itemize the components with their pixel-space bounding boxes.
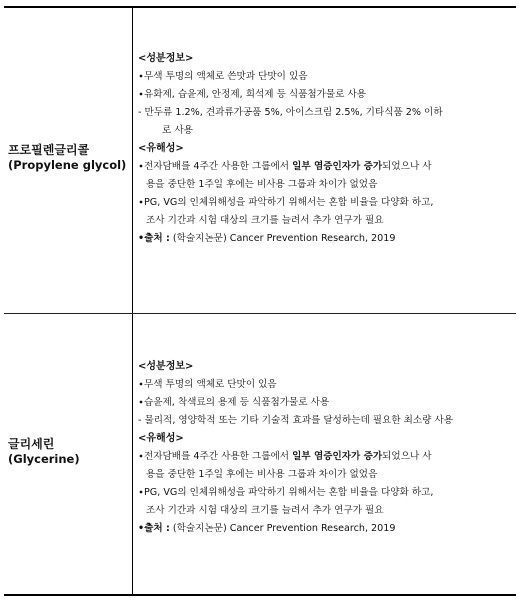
- harm-line: ∙PG, VG의 인체위해성을 파악하기 위해서는 혼합 비율을 다양화 하고,: [138, 487, 434, 498]
- harm-line: [138, 158, 510, 176]
- table-row: [4, 314, 516, 596]
- harm-text: ∙전자담배를 4주간 사용한 그룹에서: [138, 451, 293, 462]
- ingredient-name-korean: 프로필렌글리콜: [8, 143, 90, 157]
- info-line: ∙습윤제, 착색료의 용제 등 식품첨가물로 사용: [138, 397, 330, 408]
- info-line: ∙유화제, 습윤제, 안정제, 희석제 등 식품첨가물로 사용: [138, 89, 367, 100]
- ingredient-table: [4, 6, 516, 596]
- harm-heading: <유해성>: [138, 433, 184, 444]
- ingredient-name-cell: [4, 436, 132, 467]
- source-label: •출처 :: [138, 523, 170, 534]
- ingredient-detail-cell: [138, 50, 510, 248]
- source-text: (학술지논문) Cancer Prevention Research, 2019: [172, 233, 396, 244]
- harm-emphasis: 일부 염증인자가 증가: [292, 451, 383, 462]
- info-line: ∙무색 투명의 액체로 단맛이 있음: [138, 379, 277, 390]
- harm-emphasis: 일부 염증인자가 증가: [292, 161, 383, 172]
- column-divider: [132, 314, 133, 596]
- harm-text: 되었으나 사: [382, 161, 432, 172]
- source-text: (학술지논문) Cancer Prevention Research, 2019: [172, 523, 396, 534]
- info-line: - 물리적, 영양학적 또는 기타 기술적 효과를 달성하는데 필요한 최소량 사용: [138, 415, 454, 426]
- harm-line: 용을 중단한 1주일 후에는 비사용 그룹과 차이가 없었음: [146, 469, 378, 480]
- ingredient-detail-cell: [138, 358, 510, 538]
- harm-text: ∙전자담배를 4주간 사용한 그룹에서: [138, 161, 293, 172]
- info-line: ∙무색 투명의 액체로 쓴맛과 단맛이 있음: [138, 71, 308, 82]
- info-heading: <성분정보>: [138, 53, 194, 64]
- harm-line: 조사 기간과 시험 대상의 크기를 늘려서 추가 연구가 필요: [146, 215, 384, 226]
- table-row: [4, 8, 516, 314]
- ingredient-name-cell: [4, 142, 132, 173]
- ingredient-name-english: (Glycerine): [8, 452, 80, 466]
- info-line: 로 사용: [162, 125, 193, 136]
- harm-line: 조사 기간과 시험 대상의 크기를 늘려서 추가 연구가 필요: [146, 505, 384, 516]
- ingredient-name-korean: 글리세린: [8, 437, 55, 451]
- harm-heading: <유해성>: [138, 143, 184, 154]
- harm-line: 용을 중단한 1주일 후에는 비사용 그룹과 차이가 없었음: [146, 179, 378, 190]
- harm-line: [138, 448, 510, 466]
- harm-line: ∙PG, VG의 인체위해성을 파악하기 위해서는 혼합 비율을 다양화 하고,: [138, 197, 434, 208]
- source-line: [138, 520, 510, 538]
- source-line: [138, 230, 510, 248]
- column-divider: [132, 8, 133, 313]
- info-heading: <성분정보>: [138, 361, 194, 372]
- source-label: •출처 :: [138, 233, 170, 244]
- harm-text: 되었으나 사: [382, 451, 432, 462]
- ingredient-name-english: (Propylene glycol): [8, 158, 127, 172]
- info-line: - 만두류 1.2%, 견과류가공품 5%, 아이스크림 2.5%, 기타식품 2% 이하: [138, 107, 443, 118]
